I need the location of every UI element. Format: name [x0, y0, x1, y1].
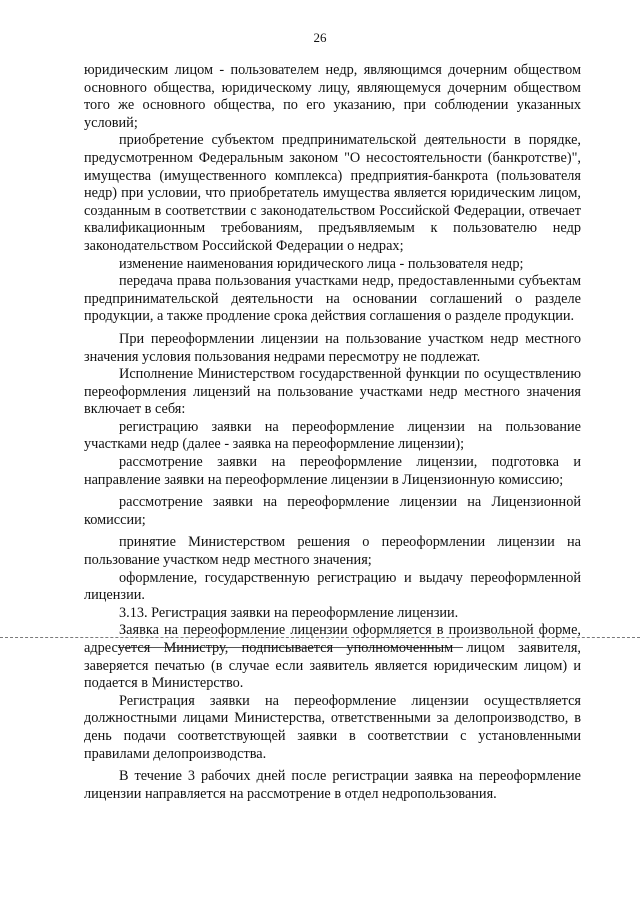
paragraph-6: Исполнение Министерством государственной функции по осуществлению переоформления лицензий на пользование участками недр местного значения включает в себя: — [84, 366, 581, 418]
paragraph-1: юридическим лицом - пользователем недр, являющимся дочерним обществом основного общества, юридическому лицу, являющемуся дочерним обществом того же основного общества, по его указанию, при соблюдении указанных условий; — [84, 62, 581, 131]
paragraph-7: регистрацию заявки на переоформление лицензии на пользование участками недр (далее - заявка на переоформление лицензии); — [84, 418, 581, 453]
document-body — [84, 62, 581, 803]
page-number: 26 — [313, 30, 327, 45]
paragraph-14: Регистрация заявки на переоформление лицензии осуществляется должностными лицами Министерства, ответственными за делопроизводство, в день подачи соответствующей заявки в соответствии с установленными правилами делопроизводства. — [84, 692, 581, 762]
paragraph-8: рассмотрение заявки на переоформление лицензии, подготовка и направление заявки на переоформление лицензии в Лицензионную комиссию; — [84, 454, 581, 488]
paragraph-9: рассмотрение заявки на переоформление лицензии на Лицензионной комиссии; — [84, 494, 581, 528]
paragraph-5: При переоформлении лицензии на пользование участком недр местного значения условия пользования недрами пересмотру не подлежат. — [84, 330, 581, 365]
paragraph-2: приобретение субъектом предпринимательской деятельности в порядке, предусмотренном Федеральным законом "О несостоятельности (банкротстве)", имущества (имущественного комплекса) предприятия-банкрота (пользователя недр) при условии, что приобретатель имущества является юридическим лицом, созданным в соответствии с законодательством Российской Федерации, отвечает квалификационным требованиям, предъявляемым к пользователю недр законодательством Российской Федерации о недрах; — [84, 132, 581, 254]
paragraph-3: изменение наименования юридического лица - пользователя недр; — [119, 255, 524, 272]
paragraph-11: оформление, государственную регистрацию и выдачу переоформленной лицензии. — [84, 569, 581, 604]
paragraph-4: передача права пользования участками недр, предоставленными субъектам предпринимательской деятельности на основании соглашений о разделе продукции, а также продление срока действия соглашения о разделе продукции. — [84, 273, 581, 325]
paragraph-10: принятие Министерством решения о переоформлении лицензии на пользование участком недр местного значения; — [84, 534, 581, 569]
paragraph-15: В течение 3 рабочих дней после регистрации заявка на переоформление лицензии направляется на рассмотрение в отдел недропользования. — [84, 768, 581, 802]
paragraph-13: Заявка на переоформление лицензии оформляется в произвольной форме, адресуется Министру, подписывается уполномоченным лицом заявителя, заверяется печатью (в случае если заявитель является юридическим лицом) и подается в Министерство. — [84, 622, 581, 692]
section-heading-3-13: 3.13. Регистрация заявки на переоформление лицензии. — [119, 604, 459, 621]
